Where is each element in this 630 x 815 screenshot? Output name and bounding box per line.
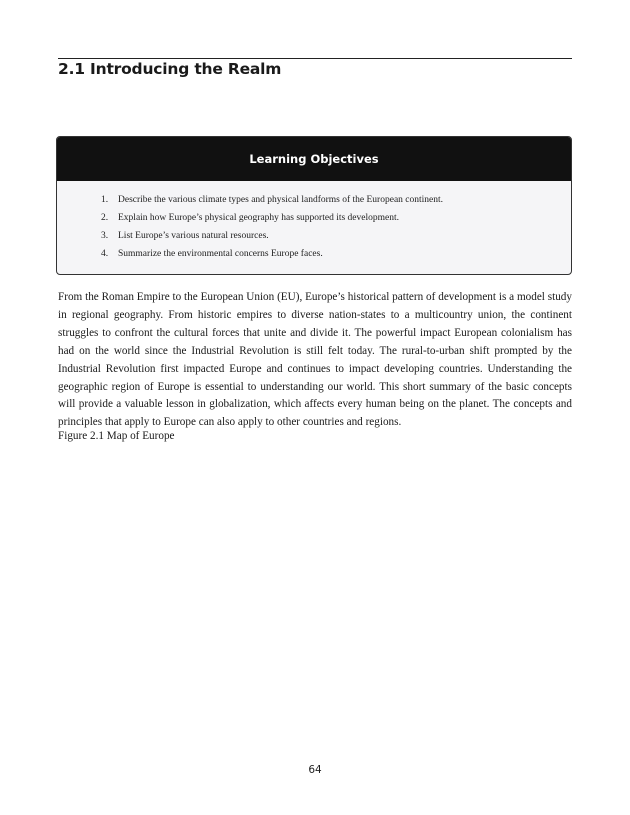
learning-objectives-list	[57, 181, 571, 263]
body-paragraph: From the Roman Empire to the European Union (EU), Europe’s historical pattern of development is a model study in regional geography. From historic empires to diverse nation-states to a multicountry union, the continent struggles to confront the cultural forces that unite and divide it. The powerful impact European colonialism has had on the world since the Industrial Revolution is still felt today. The rural-to-urban shift prompted by the Industrial Revolution first impacted Europe and continues to impact developing countries. Understanding the geographic region of Europe is essential to understanding our world. This short summary of the basic concepts will provide a valuable lesson in globalization, which affects every human being on the planet. The concepts and principles that apply to Europe can also apply to other countries and regions.	[58, 291, 572, 429]
section-rule	[58, 58, 572, 59]
objective-text: Explain how Europe’s physical geography has supported its development.	[118, 213, 399, 223]
objective-item	[57, 209, 571, 227]
objective-number: 1.	[101, 195, 109, 205]
objective-number: 2.	[101, 213, 109, 223]
objective-item	[57, 191, 571, 209]
objective-number: 4.	[101, 249, 109, 259]
objective-item	[57, 245, 571, 263]
figure-caption: Figure 2.1 Map of Europe	[58, 430, 175, 442]
learning-objectives-box	[56, 136, 572, 275]
learning-objectives-title: Learning Objectives	[57, 137, 571, 181]
objective-number: 3.	[101, 231, 109, 241]
page-number: 64	[308, 764, 322, 776]
objective-text: Summarize the environmental concerns Europe faces.	[118, 249, 323, 259]
objective-item	[57, 227, 571, 245]
objective-text: Describe the various climate types and physical landforms of the European continent.	[118, 195, 444, 205]
section-heading: 2.1 Introducing the Realm	[58, 60, 282, 78]
objective-text: List Europe’s various natural resources.	[118, 231, 269, 241]
